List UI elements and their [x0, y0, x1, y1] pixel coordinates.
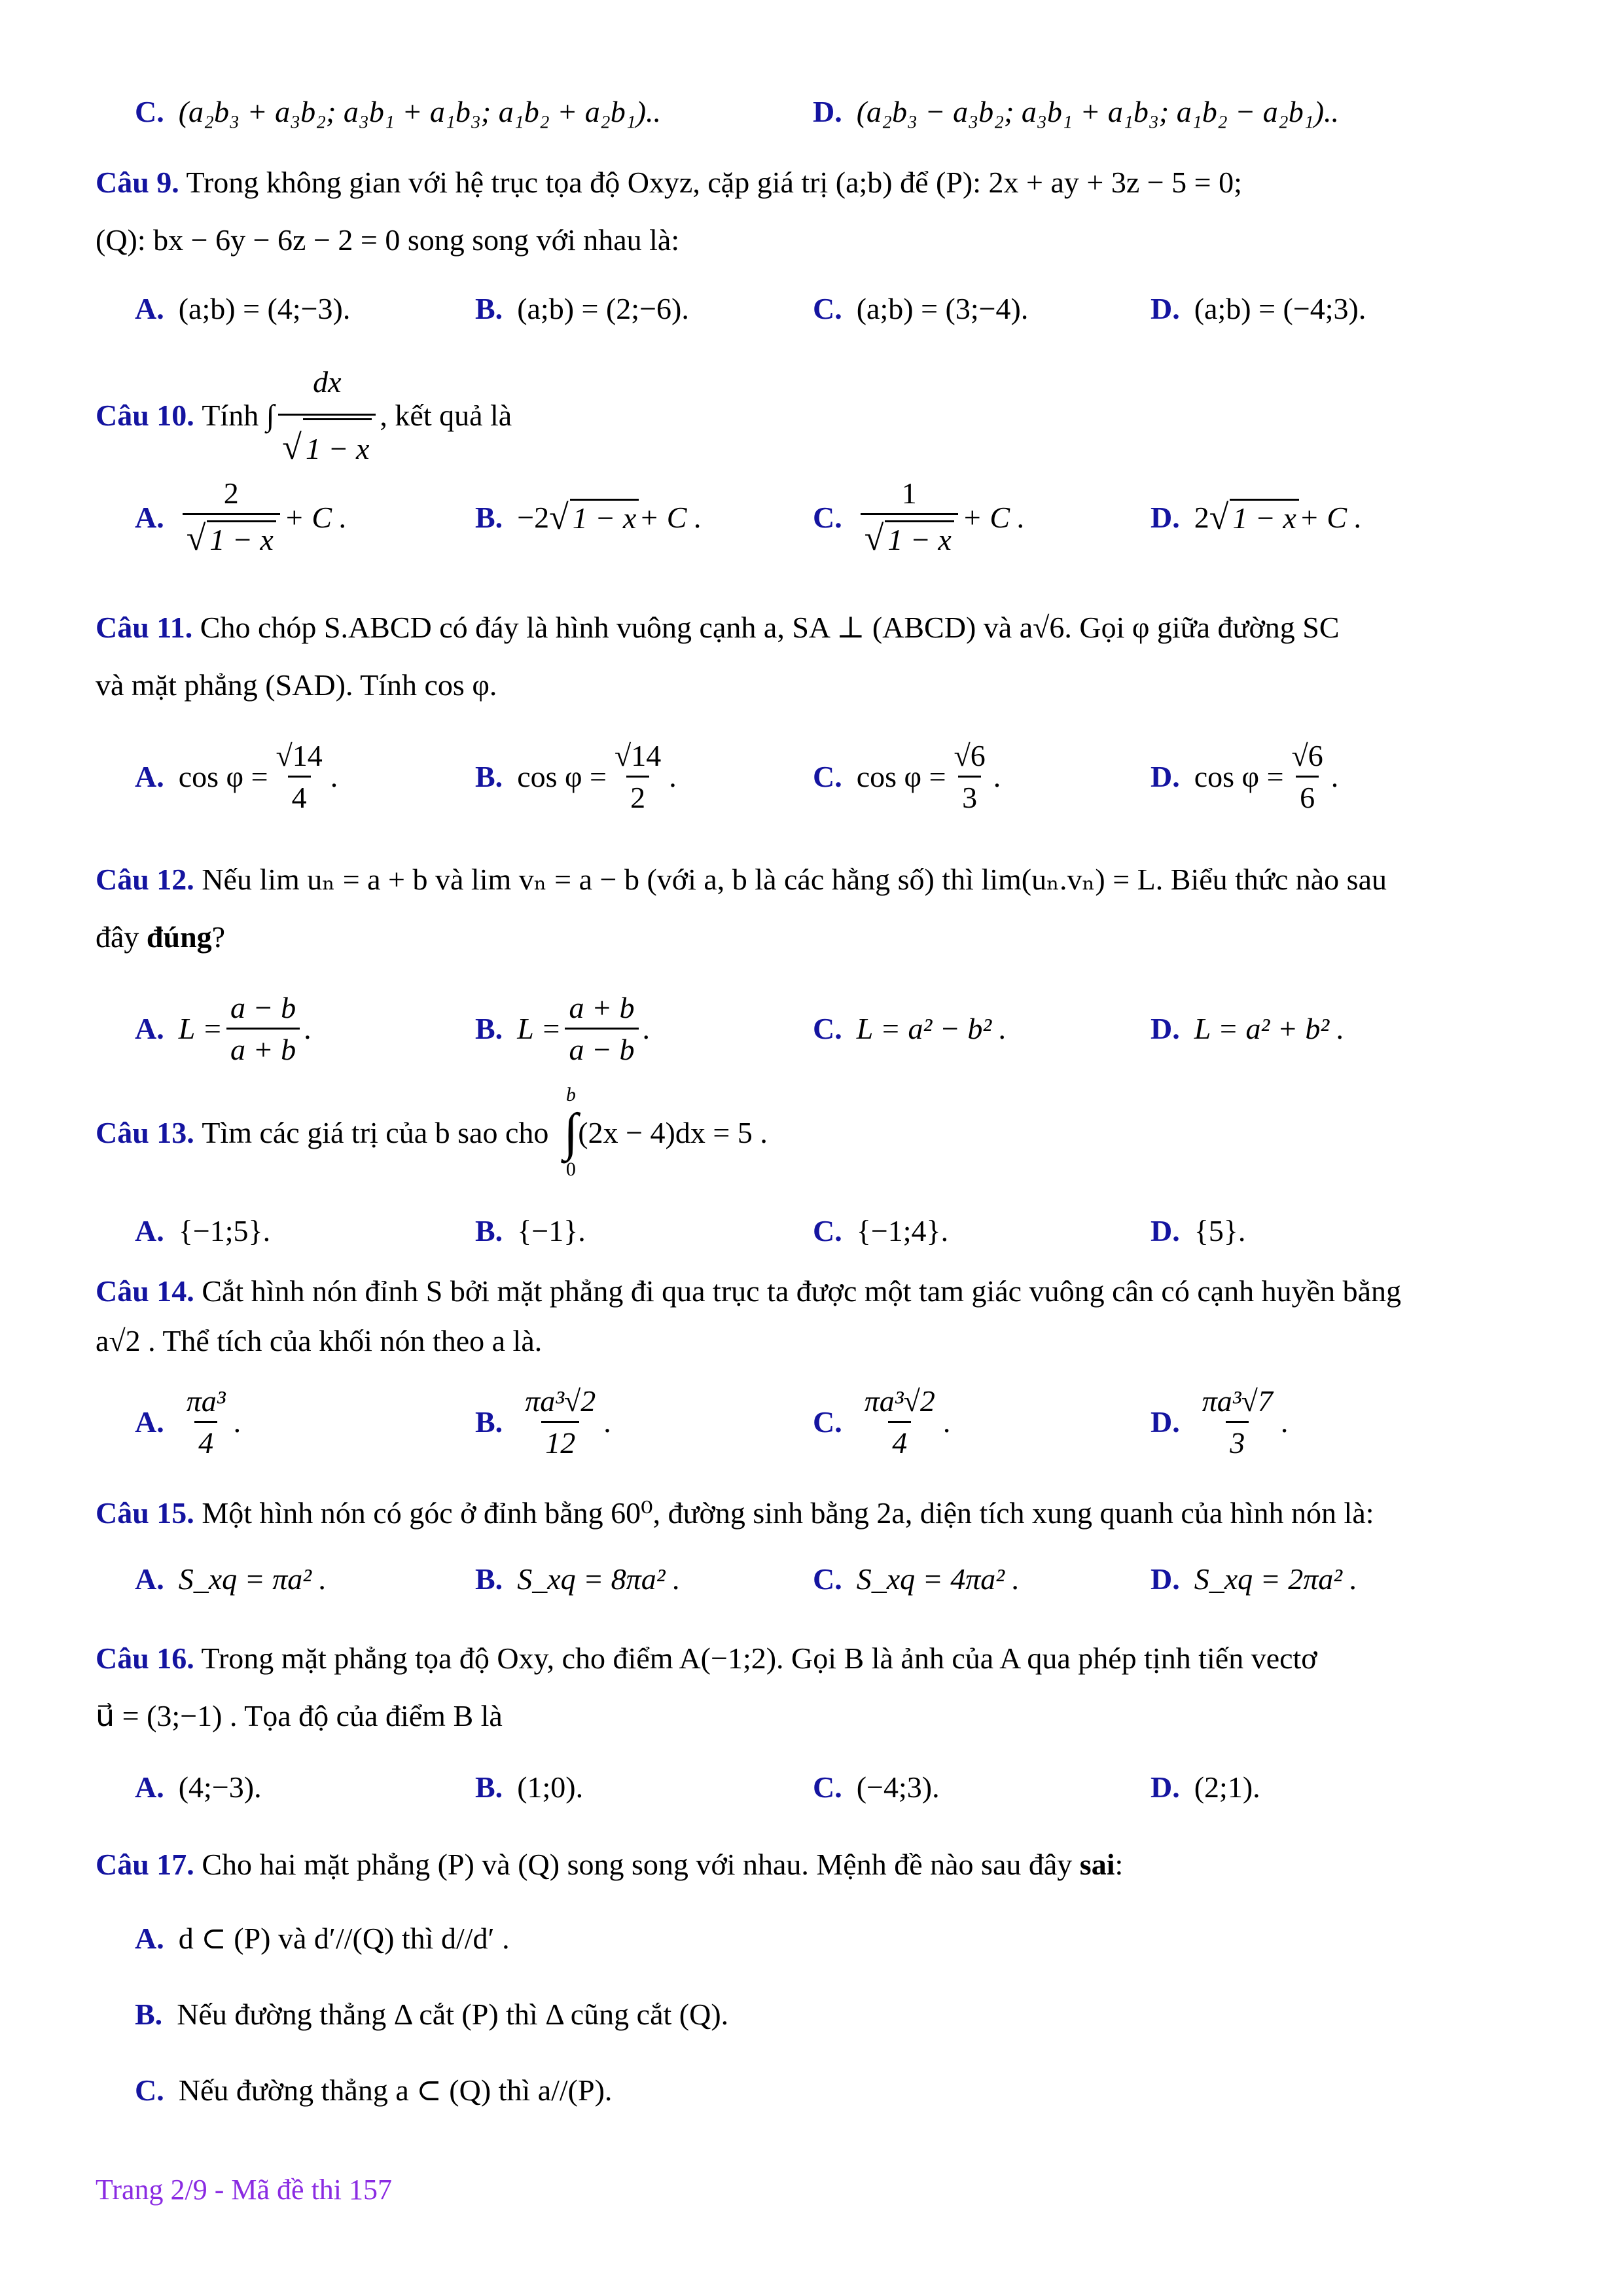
fraction-denominator: 4 [888, 1421, 911, 1460]
radicand: 1 − x [570, 499, 639, 535]
radicand: 1 − x [885, 520, 954, 557]
option-d [813, 79, 1339, 144]
option-tail: . [330, 759, 338, 793]
fraction-numerator: πa³√2 [525, 1384, 596, 1418]
question-suffix: , kết quả là [380, 399, 512, 432]
option-b [475, 1754, 583, 1820]
option-tail: + C . [1298, 500, 1363, 534]
option-coefficient: −2 [517, 500, 550, 534]
question-text [96, 851, 1535, 908]
question-text [96, 599, 1535, 656]
question-line: Cắt hình nón đỉnh S bởi mặt phẳng đi qua trục ta được một tam giác vuông cân có cạnh huyền bằng [202, 1274, 1401, 1308]
option-label: D. [1150, 1562, 1180, 1596]
option-coefficient: 2 [1194, 500, 1209, 534]
radical-sign: √ [549, 497, 569, 537]
option-label: D. [813, 94, 842, 128]
option-text: (−4;3). [856, 1770, 940, 1804]
question-line: Trong không gian với hệ trục tọa độ Oxyz, cặp giá trị (a;b) để (P): 2x + ay + 3z − 5 = 0; [186, 166, 1242, 199]
question-number: Câu 10. [96, 399, 194, 432]
option-text: (a₂b₃ + a₃b₂; a₃b₁ + a₁b₃; a₁b₂ + a₂b₁).. [178, 94, 662, 128]
option-label: B. [475, 500, 503, 534]
fraction-numerator: dx [313, 365, 342, 399]
option-text: (2;1). [1194, 1770, 1260, 1804]
option-prefix: cos φ = [1194, 759, 1284, 793]
question-8-options [96, 79, 1535, 144]
option-text: Nếu đường thẳng a ⊂ (Q) thì a//(P). [178, 2073, 613, 2107]
option-a [135, 1546, 327, 1611]
option-text: L = a² − b² . [856, 1011, 1007, 1045]
option-d [1150, 276, 1366, 341]
fraction-denominator: 4 [194, 1421, 217, 1460]
integrand-fraction [278, 353, 376, 478]
option-label: C. [813, 1405, 842, 1439]
option-a [135, 979, 312, 1077]
option-text: L = a² + b² . [1194, 1011, 1345, 1045]
option-label: A. [135, 759, 164, 793]
option-a [135, 1900, 510, 1976]
fraction-denominator: 4 [288, 776, 311, 815]
fraction-denominator: a + b [226, 1028, 300, 1067]
option-prefix: cos φ = [178, 759, 268, 793]
option-c [813, 727, 1001, 825]
question-line: u⃗ = (3;−1) . Tọa độ của điểm B là [96, 1699, 503, 1732]
option-label: A. [135, 1213, 164, 1247]
option-label: B. [475, 291, 503, 325]
option-tail: . [1330, 759, 1339, 793]
option-c [813, 1372, 950, 1471]
option-c [135, 79, 661, 144]
option-text: d ⊂ (P) và d′//(Q) thì d//d′ . [178, 1922, 510, 1955]
question-line: Cho chóp S.ABCD có đáy là hình vuông cạnh a, SA ⊥ (ABCD) và a√6. Gọi φ giữa đường SC [200, 611, 1340, 644]
option-label: B. [475, 1405, 503, 1439]
question-9 [96, 154, 1535, 341]
option-label: B. [475, 1562, 503, 1596]
option-label: B. [475, 1770, 503, 1804]
option-b [475, 276, 689, 341]
option-text: S_xq = πa² . [178, 1562, 327, 1596]
question-text [96, 1836, 1535, 1893]
option-d [1150, 979, 1344, 1077]
option-label: A. [135, 500, 164, 534]
question-number: Câu 16. [96, 1641, 194, 1675]
option-text: S_xq = 2πa² . [1194, 1562, 1358, 1596]
question-text [96, 1484, 1535, 1542]
question-number: Câu 14. [96, 1274, 194, 1308]
option-label: D. [1150, 500, 1180, 534]
option-label: C. [813, 759, 842, 793]
radicand: 1 − x [207, 520, 276, 557]
question-line-part: Cho hai mặt phẳng (P) và (Q) song song với nhau. Mệnh đề nào sau đây [202, 1848, 1080, 1881]
option-label: D. [1150, 759, 1180, 793]
question-17 [96, 1836, 1535, 2128]
question-number: Câu 17. [96, 1848, 194, 1881]
fraction-denominator: 6 [1296, 776, 1319, 815]
option-text: (a₂b₃ − a₃b₂; a₃b₁ + a₁b₃; a₁b₂ − a₂b₁).. [856, 94, 1340, 128]
option-b [475, 727, 677, 825]
option-tail: . [669, 759, 677, 793]
option-text: (4;−3). [178, 1770, 262, 1804]
option-label: D. [1150, 1770, 1180, 1804]
question-13 [96, 1080, 1535, 1263]
option-text: (a;b) = (−4;3). [1194, 291, 1366, 325]
fraction-numerator: √14 [276, 738, 323, 772]
fraction-denominator: a − b [565, 1028, 638, 1067]
option-fraction [861, 476, 958, 558]
option-label: C. [813, 1770, 842, 1804]
option-text: {−1;5}. [178, 1213, 271, 1247]
option-fraction [1288, 738, 1327, 815]
fraction-numerator: a − b [230, 990, 296, 1024]
question-number: Câu 9. [96, 166, 179, 199]
option-prefix: cos φ = [856, 759, 946, 793]
fraction-denominator: 3 [1226, 1421, 1249, 1460]
option-text: S_xq = 8πa² . [517, 1562, 681, 1596]
fraction-numerator: √14 [615, 738, 662, 772]
radical-sign: √ [282, 427, 302, 467]
radicand: 1 − x [303, 418, 372, 478]
option-c [135, 2052, 612, 2128]
option-tail: . [603, 1405, 611, 1439]
question-line: Trong mặt phẳng tọa độ Oxy, cho điểm A(−1;2). Gọi B là ảnh của A qua phép tịnh tiến vectơ [201, 1641, 1317, 1675]
option-d [1150, 1198, 1245, 1263]
question-text [96, 154, 1535, 211]
fraction-numerator: 1 [901, 476, 917, 510]
option-label: C. [813, 1562, 842, 1596]
option-tail: . [233, 1405, 241, 1439]
option-c [813, 1198, 948, 1263]
option-label: D. [1150, 1011, 1180, 1045]
option-a [135, 1754, 262, 1820]
question-prefix: Tính ∫ [202, 399, 275, 432]
option-d [1150, 1372, 1288, 1471]
option-label: C. [135, 94, 164, 128]
question-line: Nếu lim uₙ = a + b và lim vₙ = a − b (với a, b là các hằng số) thì lim(uₙ.vₙ) = L. Biểu thức nào sau [202, 863, 1387, 896]
option-label: C. [813, 1213, 842, 1247]
question-text [96, 365, 1535, 467]
option-tail: + C . [639, 500, 702, 534]
option-label: B. [475, 759, 503, 793]
option-label: A. [135, 1011, 164, 1045]
option-c [813, 979, 1007, 1077]
option-c [813, 1754, 940, 1820]
question-15 [96, 1484, 1535, 1611]
option-label: A. [135, 1770, 164, 1804]
option-a [135, 1198, 270, 1263]
question-line: a√2 . Thể tích của khối nón theo a là. [96, 1324, 543, 1357]
option-fraction [950, 738, 990, 815]
fraction-numerator: πa³√7 [1202, 1384, 1273, 1418]
option-fraction [1198, 1384, 1277, 1460]
option-label: B. [475, 1011, 503, 1045]
option-tail: . [942, 1405, 951, 1439]
question-number: Câu 12. [96, 863, 194, 896]
option-label: C. [813, 291, 842, 325]
question-number: Câu 13. [96, 1115, 194, 1149]
option-c [813, 1546, 1020, 1611]
option-tail: + C . [961, 500, 1026, 534]
option-label: C. [813, 500, 842, 534]
question-line: (Q): bx − 6y − 6z − 2 = 0 song song với nhau là: [96, 223, 680, 257]
option-text: {−1;4}. [856, 1213, 949, 1247]
option-d [1150, 471, 1362, 563]
question-12 [96, 851, 1535, 1077]
definite-integral [563, 1085, 578, 1179]
option-text: S_xq = 4πa² . [856, 1562, 1020, 1596]
fraction-numerator: πa³ [186, 1384, 226, 1418]
fraction-numerator: √6 [954, 738, 986, 772]
option-c [813, 276, 1028, 341]
fraction-numerator: √6 [1291, 738, 1323, 772]
option-tail: . [1280, 1405, 1289, 1439]
option-b [475, 1546, 680, 1611]
option-prefix: L = [517, 1011, 562, 1045]
option-tail: + C . [283, 500, 348, 534]
radical-sign: √ [186, 518, 206, 558]
option-text: (1;0). [517, 1770, 584, 1804]
question-16 [96, 1630, 1535, 1820]
option-b [135, 1976, 728, 2052]
option-a [135, 471, 347, 563]
option-text: {−1}. [517, 1213, 586, 1247]
question-number: Câu 11. [96, 611, 193, 644]
option-a [135, 727, 338, 825]
option-label: D. [1150, 1405, 1180, 1439]
option-text: (a;b) = (4;−3). [178, 291, 351, 325]
fraction-numerator: πa³√2 [864, 1384, 935, 1418]
radical-sign: √ [864, 518, 884, 558]
option-label: B. [475, 1213, 503, 1247]
option-text: {5}. [1194, 1213, 1246, 1247]
option-prefix: cos φ = [517, 759, 607, 793]
integral-lower-limit: 0 [565, 1158, 576, 1180]
option-label: C. [135, 2073, 164, 2107]
option-label: A. [135, 291, 164, 325]
option-label: C. [813, 1011, 842, 1045]
option-fraction [272, 738, 327, 815]
option-tail: . [304, 1011, 312, 1045]
question-text [96, 1266, 1535, 1316]
question-line-part: đây [96, 920, 147, 954]
integral-expression: (2x − 4)dx = 5 . [578, 1115, 768, 1149]
option-fraction [861, 1384, 939, 1460]
option-prefix: L = [178, 1011, 223, 1045]
option-fraction [611, 738, 665, 815]
option-fraction [183, 476, 280, 558]
fraction-numerator: a + b [569, 990, 635, 1024]
option-d [1150, 1546, 1357, 1611]
option-text: (a;b) = (2;−6). [517, 291, 689, 325]
option-label: B. [135, 1997, 163, 2031]
option-a [135, 1372, 241, 1471]
question-line-part: : [1115, 1848, 1124, 1881]
question-line: Một hình nón có góc ở đỉnh bằng 60⁰, đường sinh bằng 2a, diện tích xung quanh của hình nón là: [202, 1496, 1374, 1530]
radical-sign: √ [1209, 497, 1229, 537]
emphasis: đúng [146, 920, 212, 954]
option-label: D. [1150, 291, 1180, 325]
question-text [96, 1630, 1535, 1687]
question-line: Tìm các giá trị của b sao cho [202, 1115, 549, 1149]
question-line-part: ? [211, 920, 226, 954]
option-a [135, 276, 350, 341]
option-d [1150, 727, 1338, 825]
radicand: 1 − x [1230, 499, 1298, 535]
emphasis: sai [1079, 1848, 1115, 1881]
fraction-denominator: 3 [958, 776, 981, 815]
option-tail: . [642, 1011, 651, 1045]
question-number: Câu 15. [96, 1496, 194, 1530]
question-line [96, 908, 1535, 966]
option-fraction [183, 1384, 230, 1460]
fraction-numerator: 2 [223, 476, 239, 510]
option-label: D. [1150, 1213, 1180, 1247]
question-14 [96, 1266, 1535, 1471]
option-b [475, 979, 650, 1077]
option-b [475, 1198, 586, 1263]
option-fraction [226, 990, 300, 1067]
fraction-denominator: 12 [541, 1421, 579, 1460]
fraction-denominator: 2 [626, 776, 649, 815]
option-fraction [565, 990, 638, 1067]
option-tail: . [993, 759, 1001, 793]
integral-upper-limit: b [565, 1084, 576, 1105]
question-10 [96, 365, 1535, 563]
option-c [813, 471, 1025, 563]
question-11 [96, 599, 1535, 825]
option-b [475, 471, 702, 563]
option-label: A. [135, 1921, 164, 1955]
option-d [1150, 1754, 1260, 1820]
option-b [475, 1372, 611, 1471]
option-label: A. [135, 1405, 164, 1439]
option-text: Nếu đường thẳng Δ cắt (P) thì Δ cũng cắt (Q). [177, 1997, 729, 2031]
question-line: và mặt phẳng (SAD). Tính cos φ. [96, 668, 497, 702]
option-fraction [521, 1384, 599, 1460]
option-text: (a;b) = (3;−4). [856, 291, 1029, 325]
option-label: A. [135, 1562, 164, 1596]
page-footer: Trang 2/9 - Mã đề thi 157 [96, 2174, 393, 2206]
question-text [96, 1080, 1535, 1185]
integral-sign: ∫ [563, 1103, 579, 1161]
